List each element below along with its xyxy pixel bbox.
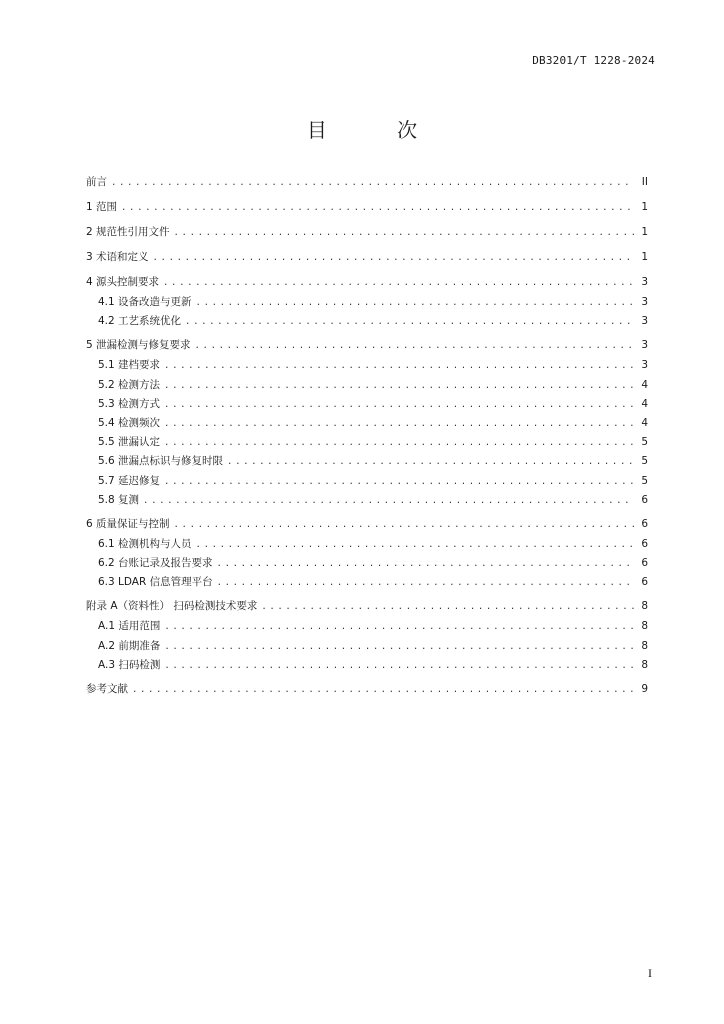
toc-entry[interactable] <box>86 573 648 592</box>
toc-entry[interactable] <box>86 271 648 293</box>
toc-entry-page: 4 <box>641 378 648 391</box>
toc-entry-page: 1 <box>641 226 648 238</box>
table-of-contents <box>86 171 648 700</box>
toc-leader-dots <box>261 596 634 618</box>
toc-leader-dots <box>164 473 634 492</box>
toc-entry-page: 3 <box>641 339 648 352</box>
toc-entry[interactable] <box>86 678 648 700</box>
toc-entry-label: 6.3 LDAR 信息管理平台 <box>98 576 213 589</box>
toc-leader-dots <box>164 434 634 453</box>
toc-entry[interactable] <box>86 656 648 675</box>
toc-entry-page: 5 <box>641 455 648 468</box>
toc-entry[interactable] <box>86 221 648 243</box>
toc-entry[interactable] <box>86 617 648 636</box>
toc-entry-label: 5.5 泄漏认定 <box>98 436 161 449</box>
toc-entry[interactable] <box>86 535 648 554</box>
toc-entry-page: 1 <box>641 201 648 213</box>
toc-entry-label: 2 规范性引用文件 <box>86 226 170 238</box>
toc-entry-page: 3 <box>641 359 648 372</box>
toc-leader-dots <box>164 377 634 396</box>
toc-entry[interactable] <box>86 376 648 395</box>
toc-entry[interactable] <box>86 433 648 452</box>
toc-entry-label: 5.3 检测方式 <box>98 397 161 410</box>
toc-leader-dots <box>111 172 634 194</box>
toc-entry-page: 6 <box>641 537 648 550</box>
toc-entry-page: 5 <box>641 436 648 449</box>
toc-entry[interactable] <box>86 414 648 433</box>
toc-entry-label: 4.1 设备改造与更新 <box>98 296 192 308</box>
toc-entry-page: 3 <box>641 296 648 308</box>
toc-leader-dots <box>174 222 634 244</box>
page-title: 目 次 <box>306 118 450 142</box>
toc-leader-dots <box>164 618 634 637</box>
toc-entry[interactable] <box>86 554 648 573</box>
toc-entry-page: 8 <box>641 620 648 633</box>
toc-entry[interactable] <box>86 356 648 375</box>
toc-leader-dots <box>132 679 634 701</box>
toc-leader-dots <box>185 313 634 332</box>
toc-entry-label: A.3 扫码检测 <box>98 658 161 671</box>
toc-leader-dots <box>217 574 634 593</box>
toc-entry[interactable] <box>86 472 648 491</box>
toc-entry-page: 8 <box>641 658 648 671</box>
toc-entry-page: 6 <box>641 517 648 530</box>
page-number: I <box>648 966 652 980</box>
toc-entry[interactable] <box>86 196 648 218</box>
toc-entry-page: 5 <box>641 474 648 487</box>
toc-entry-label: 附录 A（资料性） 扫码检测技术要求 <box>86 600 258 613</box>
toc-leader-dots <box>195 335 634 357</box>
toc-entry-label: 1 范围 <box>86 201 118 213</box>
toc-leader-dots <box>143 492 634 511</box>
toc-entry-page: 6 <box>641 557 648 570</box>
toc-entry-page: 8 <box>641 639 648 652</box>
toc-entry-label: A.2 前期准备 <box>98 639 161 652</box>
toc-entry-label: 4 源头控制要求 <box>86 276 160 288</box>
toc-entry-page: 8 <box>641 600 648 613</box>
toc-entry-page: II <box>641 176 648 188</box>
toc-entry-page: 3 <box>641 315 648 328</box>
toc-entry[interactable] <box>86 171 648 193</box>
toc-entry[interactable] <box>86 513 648 535</box>
toc-entry[interactable] <box>86 246 648 268</box>
toc-entry-label: 5.8 复测 <box>98 493 140 506</box>
toc-entry[interactable] <box>86 491 648 510</box>
toc-entry-label: 3 术语和定义 <box>86 251 149 263</box>
toc-entry-label: 4.2 工艺系统优化 <box>98 315 182 328</box>
toc-entry-label: A.1 适用范围 <box>98 620 161 633</box>
toc-entry[interactable] <box>86 334 648 356</box>
toc-leader-dots <box>121 197 634 219</box>
toc-entry[interactable] <box>86 293 648 312</box>
toc-entry-label: 参考文献 <box>86 683 128 695</box>
toc-entry-label: 6.1 检测机构与人员 <box>98 537 192 550</box>
toc-entry-label: 前言 <box>86 176 107 188</box>
document-code: DB3201/T 1228-2024 <box>532 54 655 67</box>
toc-leader-dots <box>196 536 634 555</box>
toc-entry-page: 6 <box>641 576 648 589</box>
toc-entry-label: 6.2 台账记录及报告要求 <box>98 557 213 570</box>
toc-entry-label: 5.4 检测频次 <box>98 416 161 429</box>
toc-entry-page: 9 <box>641 683 648 695</box>
toc-leader-dots <box>164 357 634 376</box>
toc-entry-label: 6 质量保证与控制 <box>86 517 170 530</box>
toc-entry-page: 3 <box>641 276 648 288</box>
toc-leader-dots <box>164 415 634 434</box>
toc-leader-dots <box>164 657 634 676</box>
toc-leader-dots <box>174 514 634 536</box>
toc-leader-dots <box>196 294 634 313</box>
toc-entry-label: 5.6 泄漏点标识与修复时限 <box>98 455 224 468</box>
toc-entry-label: 5 泄漏检测与修复要求 <box>86 339 191 352</box>
toc-entry-page: 4 <box>641 397 648 410</box>
toc-entry-label: 5.1 建档要求 <box>98 359 161 372</box>
toc-entry-page: 1 <box>641 251 648 263</box>
toc-entry[interactable] <box>86 452 648 471</box>
toc-entry[interactable] <box>86 637 648 656</box>
toc-entry[interactable] <box>86 312 648 331</box>
toc-entry[interactable] <box>86 595 648 617</box>
toc-entry-label: 5.7 延迟修复 <box>98 474 161 487</box>
toc-entry-label: 5.2 检测方法 <box>98 378 161 391</box>
toc-entry[interactable] <box>86 395 648 414</box>
toc-leader-dots <box>164 396 634 415</box>
toc-leader-dots <box>153 247 634 269</box>
toc-entry-page: 6 <box>641 493 648 506</box>
toc-leader-dots <box>164 638 634 657</box>
toc-leader-dots <box>227 453 634 472</box>
toc-leader-dots <box>163 272 634 294</box>
toc-entry-page: 4 <box>641 416 648 429</box>
toc-leader-dots <box>217 555 634 574</box>
